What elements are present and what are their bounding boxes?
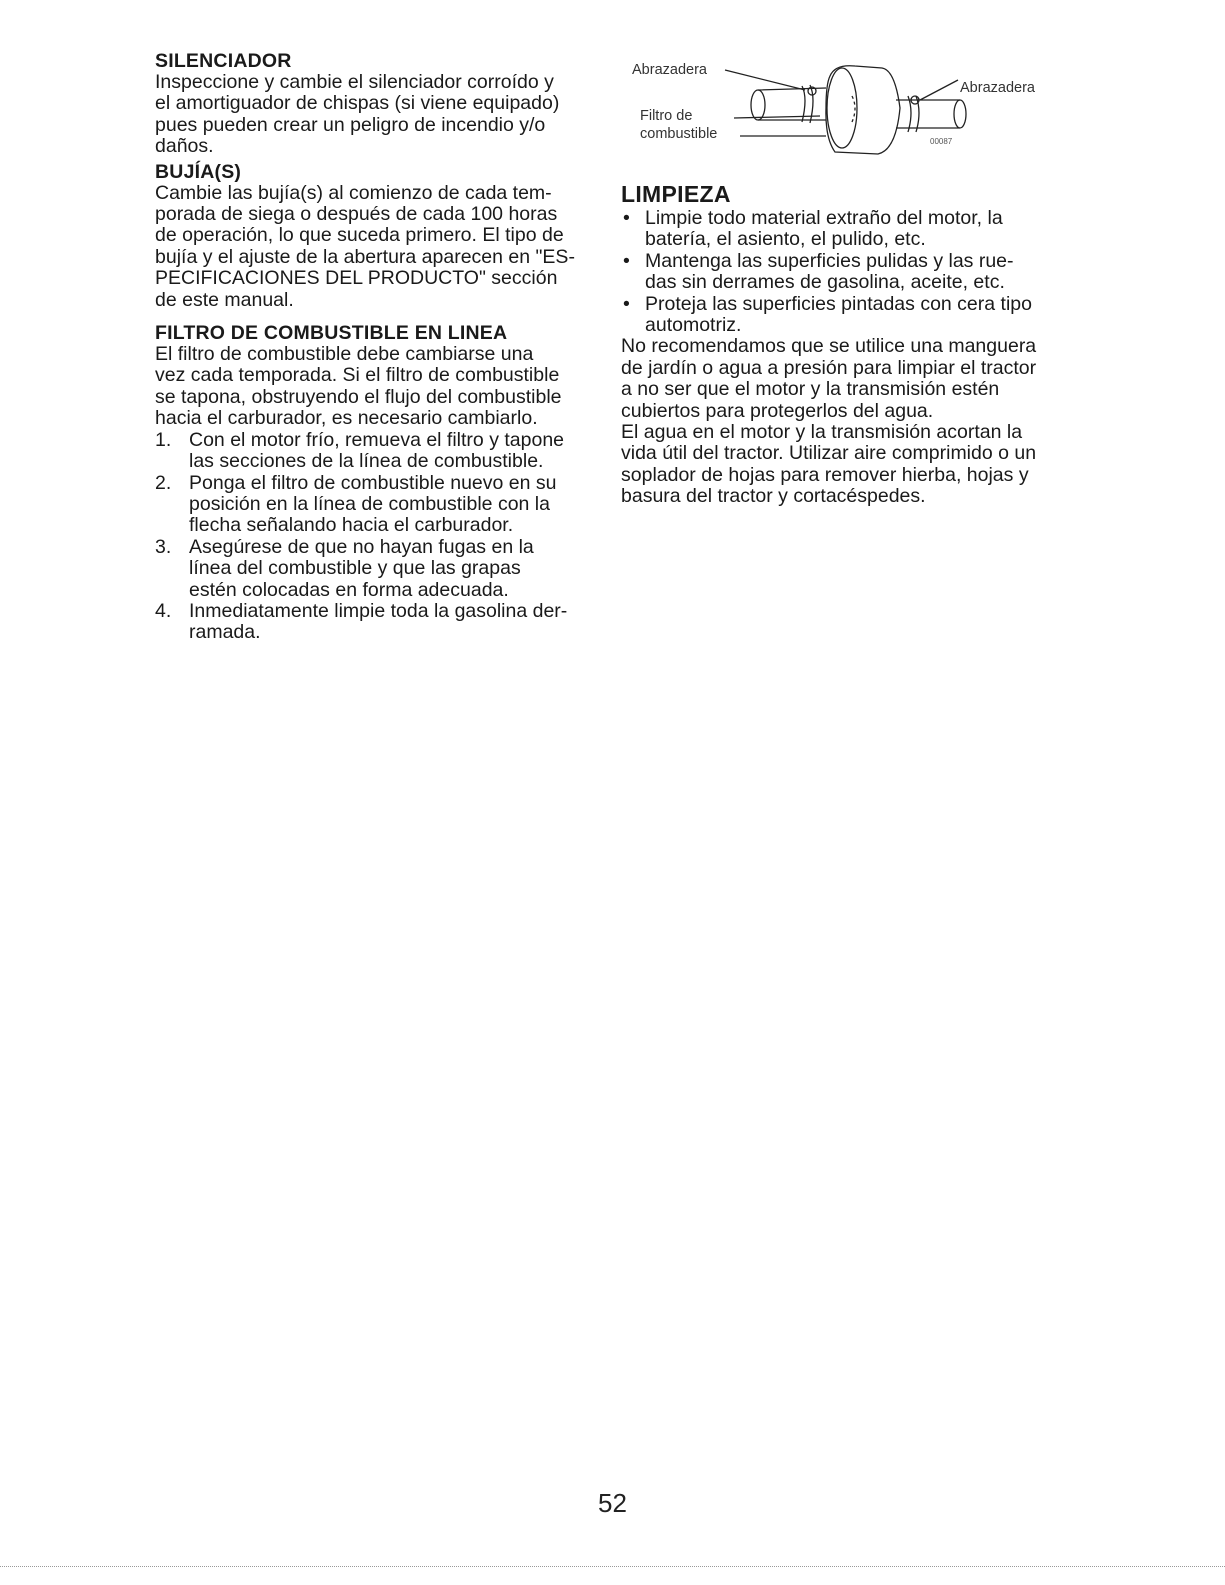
text-line: bujía y el ajuste de la abertura aparecen en "ES- [155, 245, 575, 268]
text-line: posición en la línea de combustible con la [189, 492, 550, 515]
limpieza-bullets [621, 208, 1061, 336]
text-line: Inspeccione y cambie el silenciador corroído y [155, 71, 554, 93]
heading-limpieza: LIMPIEZA [621, 181, 731, 207]
filtro-text [155, 344, 595, 430]
text-line: batería, el asiento, el pulido, etc. [645, 228, 926, 251]
heading-filtro-combustible: FILTRO DE COMBUSTIBLE EN LINEA [155, 322, 508, 345]
label-clamp-right: Abrazadera [960, 80, 1035, 96]
list-item [621, 208, 1061, 251]
list-item [155, 537, 595, 601]
text-line: Con el motor frío, remueva el filtro y tapone [189, 428, 565, 451]
text-line: de jardín o agua a presión para limpiar el tractor [621, 356, 1037, 379]
text-line: das sin derrames de gasolina, aceite, etc. [645, 271, 1005, 294]
filtro-steps [155, 430, 595, 644]
label-filter-line2: combustible [640, 126, 718, 142]
step-text [189, 537, 534, 601]
step-number: 3. [155, 535, 172, 558]
text-line: El agua en el motor y la transmisión acortan la [621, 421, 1023, 444]
text-line: línea del combustible y que las grapas [189, 557, 521, 580]
bullet-icon: • [623, 249, 630, 272]
label-clamp-left: Abrazadera [632, 62, 707, 78]
text-line: pues pueden crear un peligro de incendio y/o [155, 113, 546, 136]
bottom-divider [0, 1566, 1225, 1567]
text-line: ramada. [189, 621, 261, 644]
right-column [621, 180, 1061, 508]
step-number: 1. [155, 428, 172, 451]
text-line: Cambie las bujía(s) al comienzo de cada tem- [155, 181, 552, 204]
figure-code: 00087 [930, 137, 953, 146]
step-text [189, 430, 564, 473]
page-number: 52 [598, 1488, 627, 1518]
text-line: El filtro de combustible debe cambiarse una [155, 343, 534, 366]
text-line: No recomendamos que se utilice una manguera [621, 335, 1037, 358]
text-line: se tapona, obstruyendo el flujo del combustible [155, 385, 562, 408]
limpieza-paragraph-1 [621, 336, 1061, 422]
text-line: Inmediatamente limpie toda la gasolina der- [189, 599, 568, 622]
text-line: automotriz. [645, 314, 742, 337]
limpieza-paragraph-2 [621, 422, 1061, 508]
silenciador-text [155, 72, 595, 158]
step-text [189, 601, 567, 644]
text-line: flecha señalando hacia el carburador. [189, 514, 514, 537]
heading-bujia: BUJÍA(S) [155, 160, 242, 183]
list-item [621, 294, 1061, 337]
list-item [155, 601, 595, 644]
text-line: a no ser que el motor y la transmisión estén [621, 378, 1000, 401]
text-line: cubiertos para protegerlos del agua. [621, 399, 934, 422]
text-line: daños. [155, 135, 214, 158]
step-text [189, 473, 556, 537]
fuel-filter-figure [630, 58, 1060, 168]
text-line: Ponga el filtro de combustible nuevo en su [189, 471, 557, 494]
label-filter-line1: Filtro de [640, 108, 693, 124]
text-line: de operación, lo que suceda primero. El tipo de [155, 224, 564, 247]
bullet-text [645, 251, 1014, 294]
step-number: 2. [155, 471, 172, 494]
text-line: estén colocadas en forma adecuada. [189, 578, 509, 601]
text-line: el amortiguador de chispas (si viene equipado) [155, 92, 560, 115]
bullet-icon: • [623, 292, 630, 315]
text-line: de este manual. [155, 288, 294, 311]
bullet-text [645, 294, 1032, 337]
step-number: 4. [155, 599, 172, 622]
text-line: porada de siega o después de cada 100 horas [155, 203, 558, 226]
bujia-text [155, 183, 595, 311]
text-line: Proteja las superficies pintadas con cera tipo [645, 292, 1032, 315]
left-column [155, 50, 595, 644]
text-line: vida útil del tractor. Utilizar aire comprimido o un [621, 442, 1037, 465]
bullet-icon: • [623, 207, 630, 229]
heading-silenciador: SILENCIADOR [155, 50, 292, 72]
list-item [155, 430, 595, 473]
text-line: Limpie todo material extraño del motor, la [645, 207, 1003, 229]
text-line: soplador de hojas para remover hierba, hojas y [621, 463, 1029, 486]
text-line: vez cada temporada. Si el filtro de combustible [155, 364, 560, 387]
text-line: Mantenga las superficies pulidas y las rue- [645, 249, 1014, 272]
text-line: basura del tractor y cortacéspedes. [621, 485, 926, 508]
text-line: Asegúrese de que no hayan fugas en la [189, 535, 534, 558]
text-line: las secciones de la línea de combustible. [189, 450, 544, 473]
list-item [155, 473, 595, 537]
bullet-text [645, 208, 1003, 251]
text-line: hacia el carburador, es necesario cambiarlo. [155, 407, 538, 430]
list-item [621, 251, 1061, 294]
text-line: PECIFICACIONES DEL PRODUCTO" sección [155, 267, 558, 290]
